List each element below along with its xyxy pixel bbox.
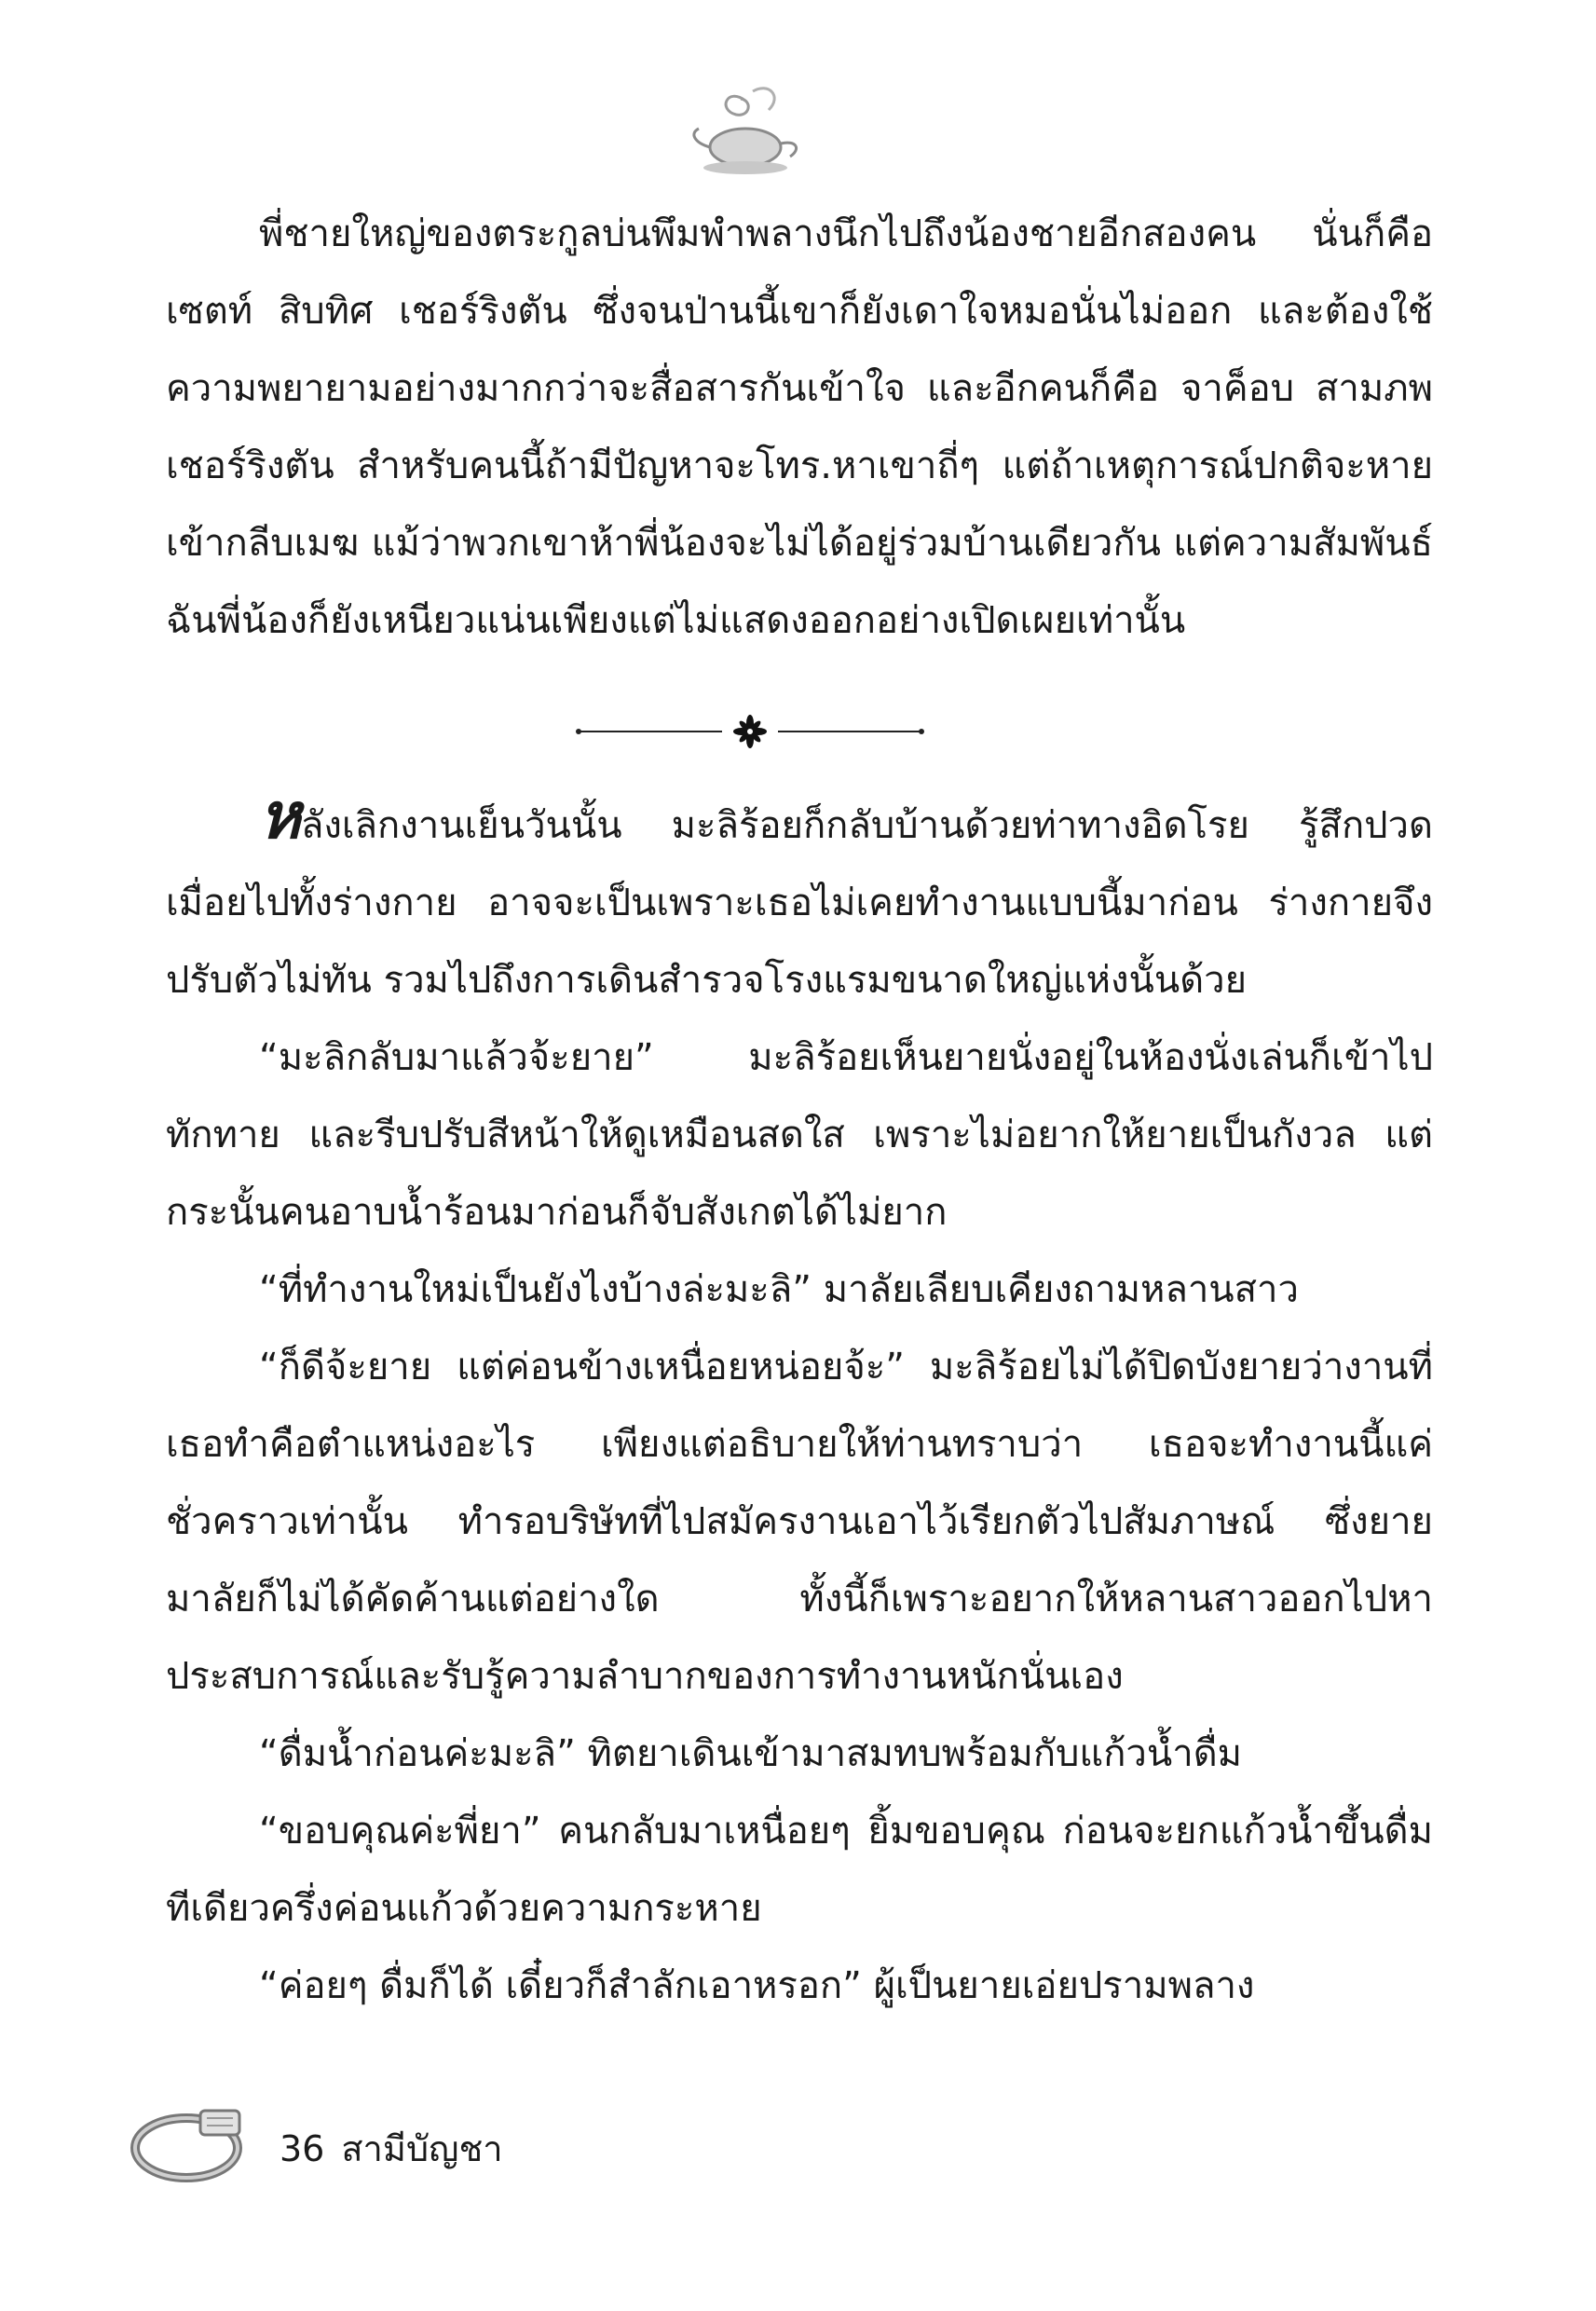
- page-footer: [280, 2120, 520, 2177]
- flower-ornament-icon: [733, 715, 767, 748]
- scene-divider: [573, 713, 927, 750]
- paragraph: “ที่ทำงานใหม่เป็นยังไงบ้างล่ะมะลิ” มาลัยเลียบเคียงถามหลานสาว: [259, 1268, 1299, 1311]
- paragraph: “ดื่มน้ำก่อนค่ะมะลิ” ทิตยาเดินเข้ามาสมทบพร้อมกับแก้วน้ำดื่ม: [259, 1732, 1243, 1775]
- opening-text-block: [166, 196, 1433, 660]
- page-number: 36: [280, 2128, 325, 2169]
- ring-ornament-icon: [121, 2092, 261, 2190]
- paragraph: “มะลิกลับมาแล้วจ้ะยาย” มะลิร้อยเห็นยายนั่งอยู่ในห้องนั่งเล่นก็เข้าไปทักทาย และรีบปรับสีหน้าให้ดูเหมือนสดใส เพราะไม่อยากให้ยายเป็นกังวล แต่กระนั้นคนอาบน้ำร้อนมาก่อนก็จับสังเกตได้ไม่ยาก: [166, 1036, 1433, 1234]
- chapter-text-block: [166, 780, 1433, 2025]
- drop-cap: ห: [259, 780, 301, 854]
- teapot-ornament-icon: [680, 82, 811, 185]
- paragraph: “ก็ดีจ้ะยาย แต่ค่อนข้างเหนื่อยหน่อยจ้ะ” มะลิร้อยไม่ได้ปิดบังยายว่างานที่เธอทำคือตำแหน่งอะไร เพียงแต่อธิบายให้ท่านทราบว่า เธอจะทำงานนี้แค่ชั่วคราวเท่านั้น ทำรอบริษัทที่ไปสมัครงานเอาไว้เรียกตัวไปสัมภาษณ์ ซึ่งยายมาลัยก็ไม่ได้คัดค้านแต่อย่างใด ทั้งนี้ก็เพราะอยากให้หลานสาวออกไปหาประสบการณ์และรับรู้ความลำบากของการทำงานหนักนั่นเอง: [166, 1346, 1433, 1698]
- paragraph: “ขอบคุณค่ะพี่ยา” คนกลับมาเหนื่อยๆ ยิ้มขอบคุณ ก่อนจะยกแก้วน้ำขึ้นดื่มทีเดียวครึ่งค่อนแก้วด้วยความกระหาย: [166, 1810, 1433, 1930]
- paragraph: พี่ชายใหญ่ของตระกูลบ่นพึมพำพลางนึกไปถึงน้องชายอีกสองคน นั่นก็คือ เซตท์ สิบทิศ เชอร์ริงตัน ซึ่งจนป่านนี้เขาก็ยังเดาใจหมอนั่นไม่ออก และต้องใช้ความพยายามอย่างมากกว่าจะสื่อสารกันเข้าใจ และอีกคนก็คือ จาค็อบ สามภพ เชอร์ริงตัน สำหรับคนนี้ถ้ามีปัญหาจะโทร.หาเขาถี่ๆ แต่ถ้าเหตุการณ์ปกติจะหายเข้ากลีบเมฆ แม้ว่าพวกเขาห้าพี่น้องจะไม่ได้อยู่ร่วมบ้านเดียวกัน แต่ความสัมพันธ์ฉันพี่น้องก็ยังเหนียวแน่นเพียงแต่ไม่แสดงออกอย่างเปิดเผยเท่านั้น: [166, 212, 1433, 642]
- book-title: สามีบัญชา: [341, 2128, 503, 2169]
- paragraph: “ค่อยๆ ดื่มก็ได้ เดี๋ยวก็สำลักเอาหรอก” ผู้เป็นยายเอ่ยปรามพลาง: [259, 1964, 1255, 2007]
- chapter-first-paragraph: หลังเลิกงานเย็นวันนั้น มะลิร้อยก็กลับบ้านด้วยท่าทางอิดโรย รู้สึกปวดเมื่อยไปทั้งร่างกาย อาจจะเป็นเพราะเธอไม่เคยทำงานแบบนี้มาก่อน ร่างกายจึงปรับตัวไม่ทัน รวมไปถึงการเดินสำรวจโรงแรมขนาดใหญ่แห่งนั้นด้วย: [166, 780, 1433, 1002]
